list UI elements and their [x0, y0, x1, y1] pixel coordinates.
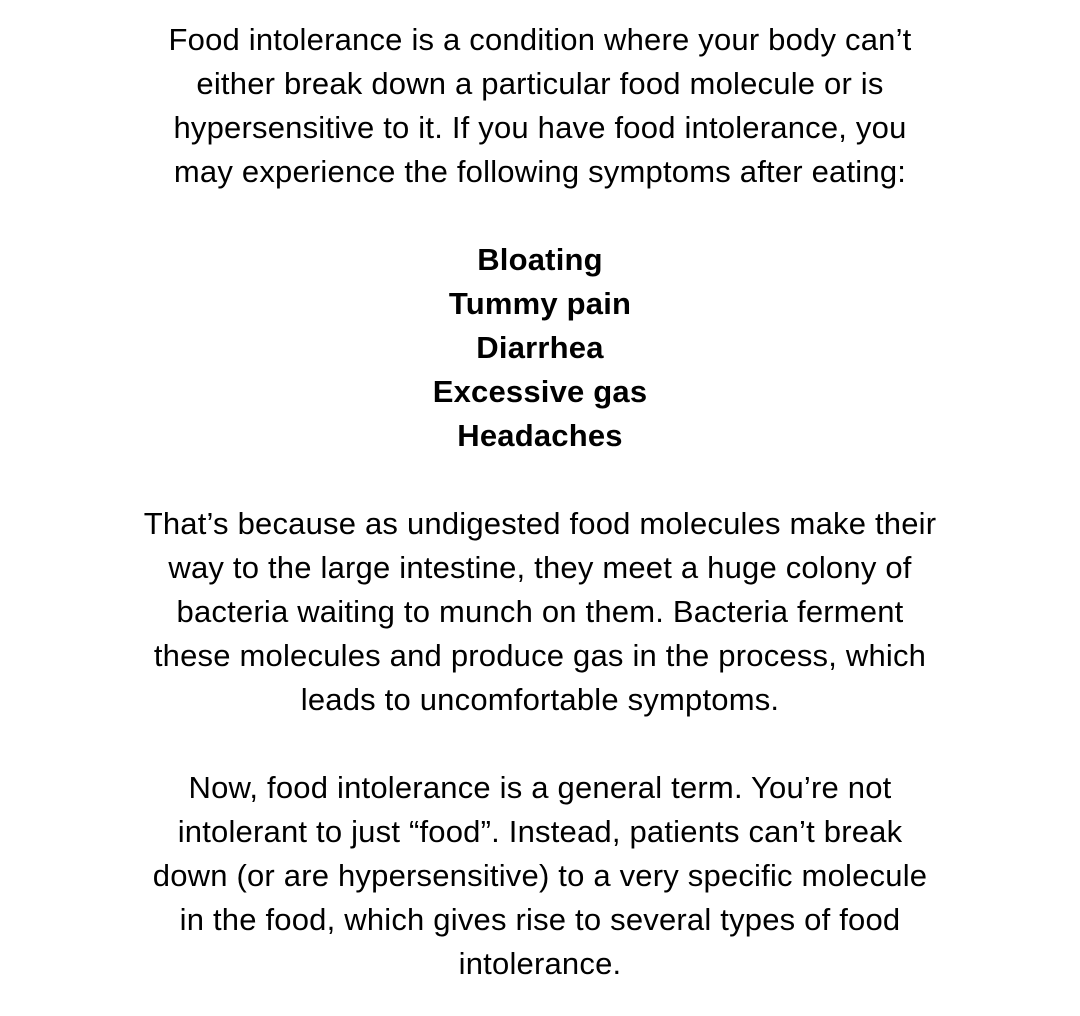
explanation-line: That’s because as undigested food molecules make their [143, 506, 937, 541]
general-term-line: down (or are hypersensitive) to a very specific molecule [152, 858, 928, 893]
general-term-line: intolerant to just “food”. Instead, patients can’t break [177, 814, 903, 849]
symptom-item: Bloating [477, 242, 603, 277]
general-term-line: Now, food intolerance is a general term. You’re not [188, 770, 892, 805]
explanation-line: bacteria waiting to munch on them. Bacteria ferment [176, 594, 904, 629]
intro-line: hypersensitive to it. If you have food intolerance, you [173, 110, 907, 145]
explanation-line: these molecules and produce gas in the process, which [153, 638, 927, 673]
symptom-item: Headaches [457, 418, 623, 453]
explanation-line: way to the large intestine, they meet a huge colony of [168, 550, 912, 585]
symptom-item: Diarrhea [476, 330, 604, 365]
general-term-line: in the food, which gives rise to several types of food [179, 902, 901, 937]
explanation-line: leads to uncomfortable symptoms. [300, 682, 780, 717]
symptom-item: Tummy pain [448, 286, 632, 321]
general-term-line: intolerance. [458, 946, 622, 981]
intro-line: either break down a particular food molecule or is [196, 66, 884, 101]
symptom-item: Excessive gas [432, 374, 648, 409]
intro-line: may experience the following symptoms after eating: [173, 154, 907, 189]
intro-line: Food intolerance is a condition where your body can’t [168, 22, 912, 57]
